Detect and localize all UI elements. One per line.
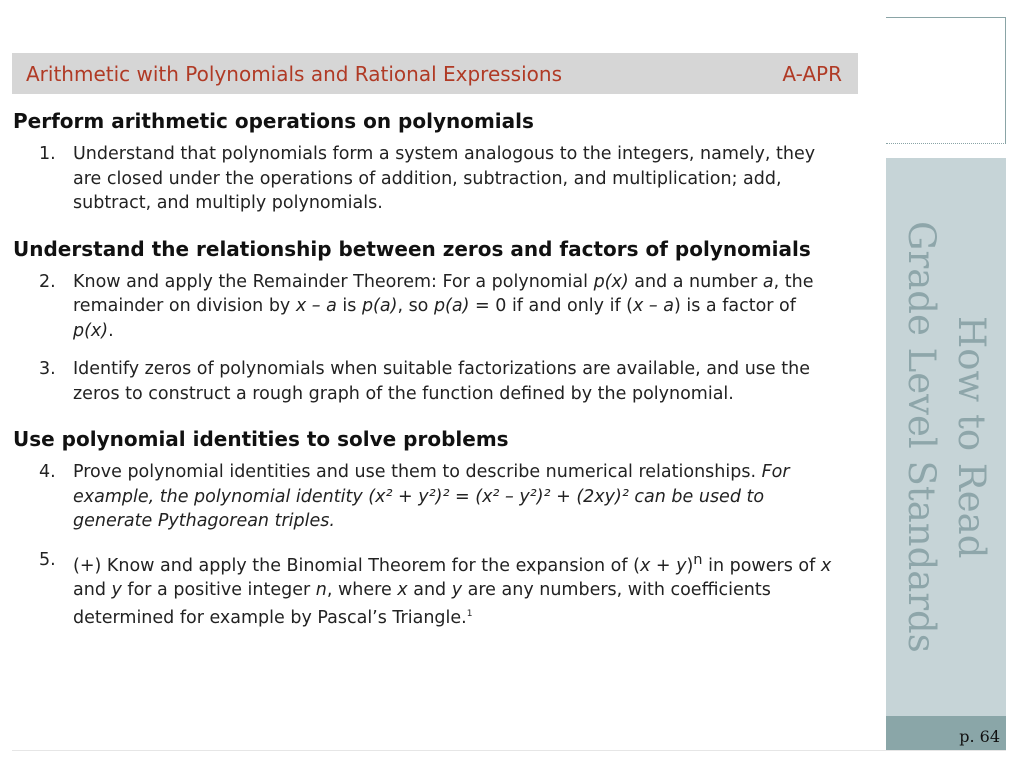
standard-item bbox=[13, 142, 858, 216]
section-title: Understand the relationship between zeros and factors of polynomials bbox=[13, 236, 811, 261]
standard-item bbox=[13, 460, 858, 534]
sidebar-title-line2: Grade Level Standards bbox=[900, 221, 943, 653]
item-text: (+) Know and apply the Binomial Theorem for the expansion of $(x + y)^n$ in powers of x and y for a positive integer n, where x and y are any numbers, with coefficients determined for example by Pascal’s Triangle.$^1$ bbox=[73, 550, 832, 629]
section-title: Perform arithmetic operations on polynomials bbox=[13, 109, 534, 133]
item-number: 3. bbox=[39, 359, 56, 379]
footnote-marker: 1 bbox=[466, 609, 473, 620]
sidebar-panel bbox=[886, 158, 1006, 716]
domain-title: Arithmetic with Polynomials and Rational Expressions bbox=[26, 61, 562, 86]
standard-item bbox=[13, 357, 858, 406]
section-title: Use polynomial identities to solve problems bbox=[13, 427, 509, 451]
page-number-bar bbox=[886, 716, 1006, 750]
item-text: Understand that polynomials form a system analogous to the integers, namely, they are closed under the operations of addition, subtraction, and multiplication; add, subtract, and multiply polynomials. bbox=[73, 144, 816, 213]
standards-content bbox=[13, 108, 858, 631]
item-number: 2. bbox=[39, 271, 56, 292]
item-text: Know and apply the Remainder Theorem: For a polynomial p(x) and a number a, the remainder on division by x – a is p(a), so p(a) = 0 if and only if (x – a) is a factor of p(x). bbox=[73, 271, 814, 341]
standard-item bbox=[13, 548, 858, 631]
item-number: 5. bbox=[39, 549, 56, 570]
item-number: 4. bbox=[39, 462, 56, 482]
page-number: p. 64 bbox=[959, 727, 1000, 746]
sidebar-top-frame bbox=[886, 17, 1006, 144]
sidebar-title bbox=[886, 158, 1006, 716]
item-text: Identify zeros of polynomials when suitable factorizations are available, and use the zeros to construct a rough graph of the function defined by the polynomial. bbox=[73, 359, 810, 404]
domain-header-bar bbox=[12, 53, 858, 94]
standard-item bbox=[13, 270, 858, 344]
item-text: Prove polynomial identities and use them to describe numerical relationships. For example, the polynomial identity (x² + y²)² = (x² – y²)² + (2xy)² can be used to generate Pythagorean triples. bbox=[73, 462, 790, 531]
bottom-divider bbox=[12, 750, 1006, 751]
sidebar-dotted-divider bbox=[886, 143, 1006, 144]
item-number: 1. bbox=[39, 144, 56, 164]
domain-code: A-APR bbox=[782, 61, 842, 86]
sidebar-title-line1: How to Read bbox=[950, 315, 993, 559]
